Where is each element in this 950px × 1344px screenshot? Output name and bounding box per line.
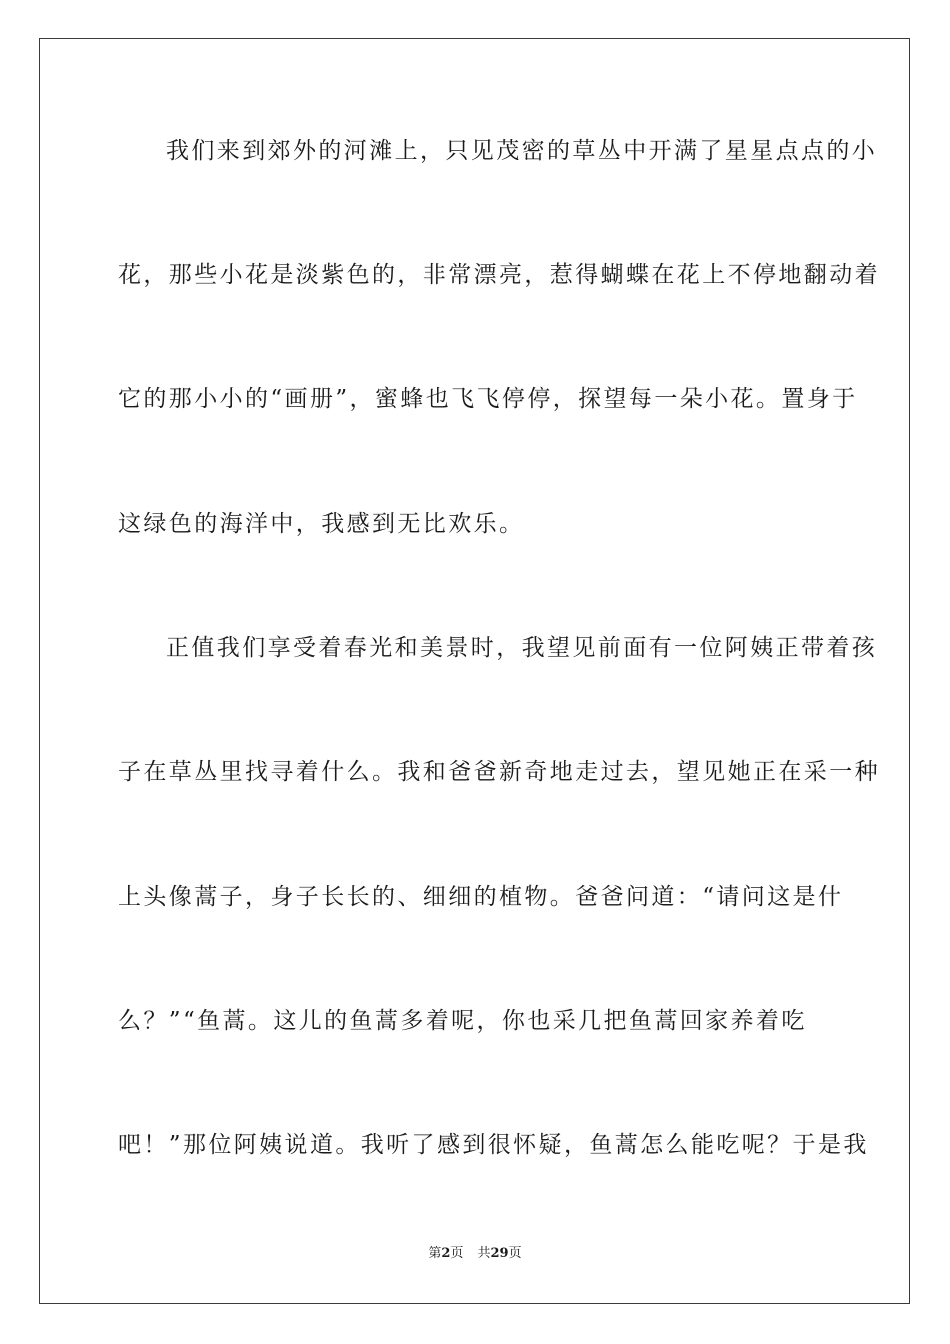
page-number-footer bbox=[0, 1245, 950, 1263]
footer-prefix: 第 bbox=[428, 1246, 442, 1261]
paragraph-1-line-3: 它的那小小的“画册”，蜜蜂也飞飞停停，探望每一朵小花。置身于 bbox=[118, 386, 858, 412]
paragraph-1-line-4: 这绿色的海洋中，我感到无比欢乐。 bbox=[118, 511, 525, 537]
paragraph-1-line-2: 花，那些小花是淡紫色的，非常漂亮，惹得蝴蝶在花上不停地翻动着 bbox=[118, 262, 880, 288]
paragraph-2-line-5: 吧！”那位阿姨说道。我听了感到很怀疑，鱼蒿怎么能吃呢？于是我 bbox=[118, 1132, 869, 1158]
paragraph-2-line-2: 子在草丛里找寻着什么。我和爸爸新奇地走过去，望见她正在采一种 bbox=[118, 759, 880, 785]
page-border bbox=[39, 38, 910, 1304]
footer-total-unit: 页 bbox=[508, 1246, 522, 1261]
total-pages-number: 29 bbox=[490, 1246, 509, 1261]
paragraph-2-line-1: 正值我们享受着春光和美景时，我望见前面有一位阿姨正带着孩 bbox=[166, 635, 878, 661]
paragraph-2-line-4: 么？”“鱼蒿。这儿的鱼蒿多着呢，你也采几把鱼蒿回家养着吃 bbox=[118, 1008, 807, 1034]
current-page-number: 2 bbox=[441, 1246, 451, 1261]
paragraph-2-line-3: 上头像蒿子，身子长长的、细细的植物。爸爸问道：“请问这是什 bbox=[118, 884, 844, 910]
footer-page-unit: 页 bbox=[450, 1246, 464, 1261]
paragraph-1-line-1: 我们来到郊外的河滩上，只见茂密的草丛中开满了星星点点的小 bbox=[166, 138, 878, 164]
footer-total-prefix: 共 bbox=[477, 1246, 491, 1261]
